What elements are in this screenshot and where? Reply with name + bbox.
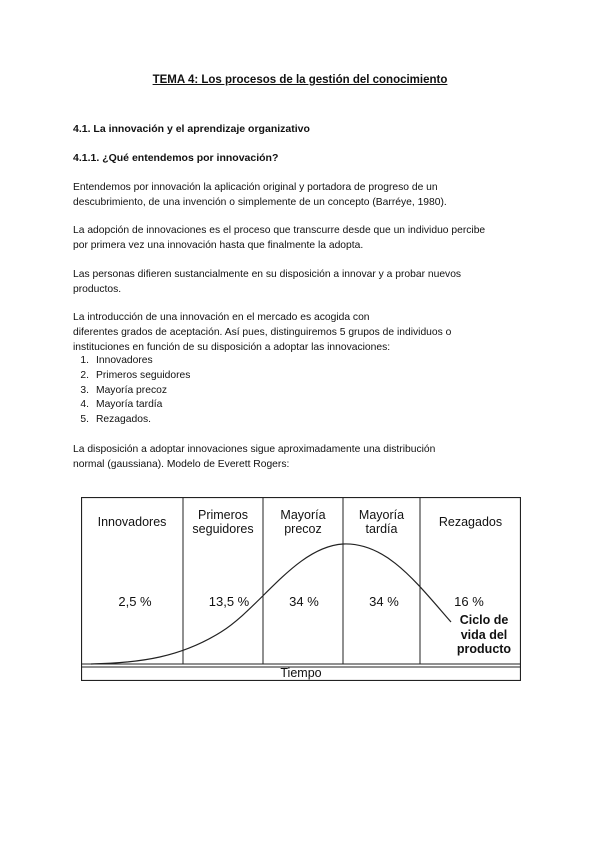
adopter-groups-list <box>73 354 190 428</box>
paragraph-line: La introducción de una innovación en el mercado es acogida con <box>73 312 370 323</box>
paragraph-line: productos. <box>73 284 122 295</box>
list-item <box>73 398 190 413</box>
list-text: Primeros seguidores <box>96 369 191 381</box>
group-label-line: precoz <box>284 522 322 536</box>
group-label-laggards <box>420 515 521 529</box>
group-label-line: Primeros <box>197 508 248 522</box>
product-lifecycle-label <box>447 613 521 657</box>
paragraph-definition <box>73 180 523 210</box>
rogers-diffusion-diagram <box>81 497 521 681</box>
paragraph-introduction <box>73 310 523 355</box>
paragraph-people <box>73 267 523 297</box>
cycle-label-line: Ciclo de <box>459 613 509 627</box>
paragraph-line: normal (gaussiana). Modelo de Everett Rogers: <box>73 459 290 470</box>
group-label-innovators <box>81 515 183 529</box>
list-item <box>73 369 190 384</box>
list-item <box>73 413 190 428</box>
list-number: 3. <box>80 384 89 396</box>
group-label-line: Rezagados <box>438 515 503 529</box>
paragraph-closing <box>73 442 523 472</box>
paragraph-line: instituciones en función de su disposición a adoptar las innovaciones: <box>73 342 391 353</box>
list-number: 2. <box>80 369 89 381</box>
group-label-line: tardía <box>365 522 398 536</box>
percent-late-majority: 34 % <box>369 594 399 609</box>
section-heading: 4.1. La innovación y el aprendizaje organizativo <box>73 123 310 135</box>
paragraph-line: descubrimiento, de una invención o simplemente de un concepto (Barréye, 1980). <box>73 197 447 208</box>
group-label-early-adopters <box>183 508 263 536</box>
group-label-early-majority <box>263 508 343 536</box>
group-label-line: seguidores <box>192 522 254 536</box>
paragraph-line: La adopción de innovaciones es el proceso que transcurre desde que un individuo percibe <box>73 225 486 236</box>
group-label-line: Mayoría <box>280 508 326 522</box>
list-number: 1. <box>80 355 89 366</box>
paragraph-line: Las personas difieren sustancialmente en su disposición a innovar y a probar nuevos <box>73 269 462 280</box>
group-label-line: Innovadores <box>97 515 167 529</box>
percent-laggards: 16 % <box>454 594 484 609</box>
paragraph-line: diferentes grados de aceptación. Así pues, distinguiremos 5 grupos de individuos o <box>73 327 452 338</box>
list-item <box>73 384 190 399</box>
paragraph-line: La disposición a adoptar innovaciones sigue aproximadamente una distribución <box>73 444 436 455</box>
page-title: TEMA 4: Los procesos de la gestión del conocimiento <box>152 74 448 86</box>
percent-early-majority: 34 % <box>289 594 319 609</box>
paragraph-line: por primera vez una innovación hasta que finalmente la adopta. <box>73 240 364 251</box>
percent-early-adopters: 13,5 % <box>208 594 250 609</box>
paragraph-line: Entendemos por innovación la aplicación original y portadora de progreso de un <box>73 182 438 193</box>
list-text: Mayoría precoz <box>96 384 167 396</box>
cycle-label-line: vida del <box>460 627 508 642</box>
percent-innovators: 2,5 % <box>118 594 152 609</box>
group-label-line: Mayoría <box>358 508 405 522</box>
cycle-label-line: producto <box>456 642 512 656</box>
list-text: Mayoría tardía <box>96 399 163 411</box>
group-label-late-majority <box>343 508 420 536</box>
time-axis-label: Tiempo <box>280 666 322 680</box>
subsection-heading: 4.1.1. ¿Qué entendemos por innovación? <box>73 152 279 164</box>
list-item <box>73 354 190 369</box>
list-number: 4. <box>80 399 89 411</box>
paragraph-adoption <box>73 223 523 253</box>
list-text: Innovadores <box>96 355 153 366</box>
list-text: Rezagados. <box>96 414 151 426</box>
list-number: 5. <box>80 414 89 426</box>
